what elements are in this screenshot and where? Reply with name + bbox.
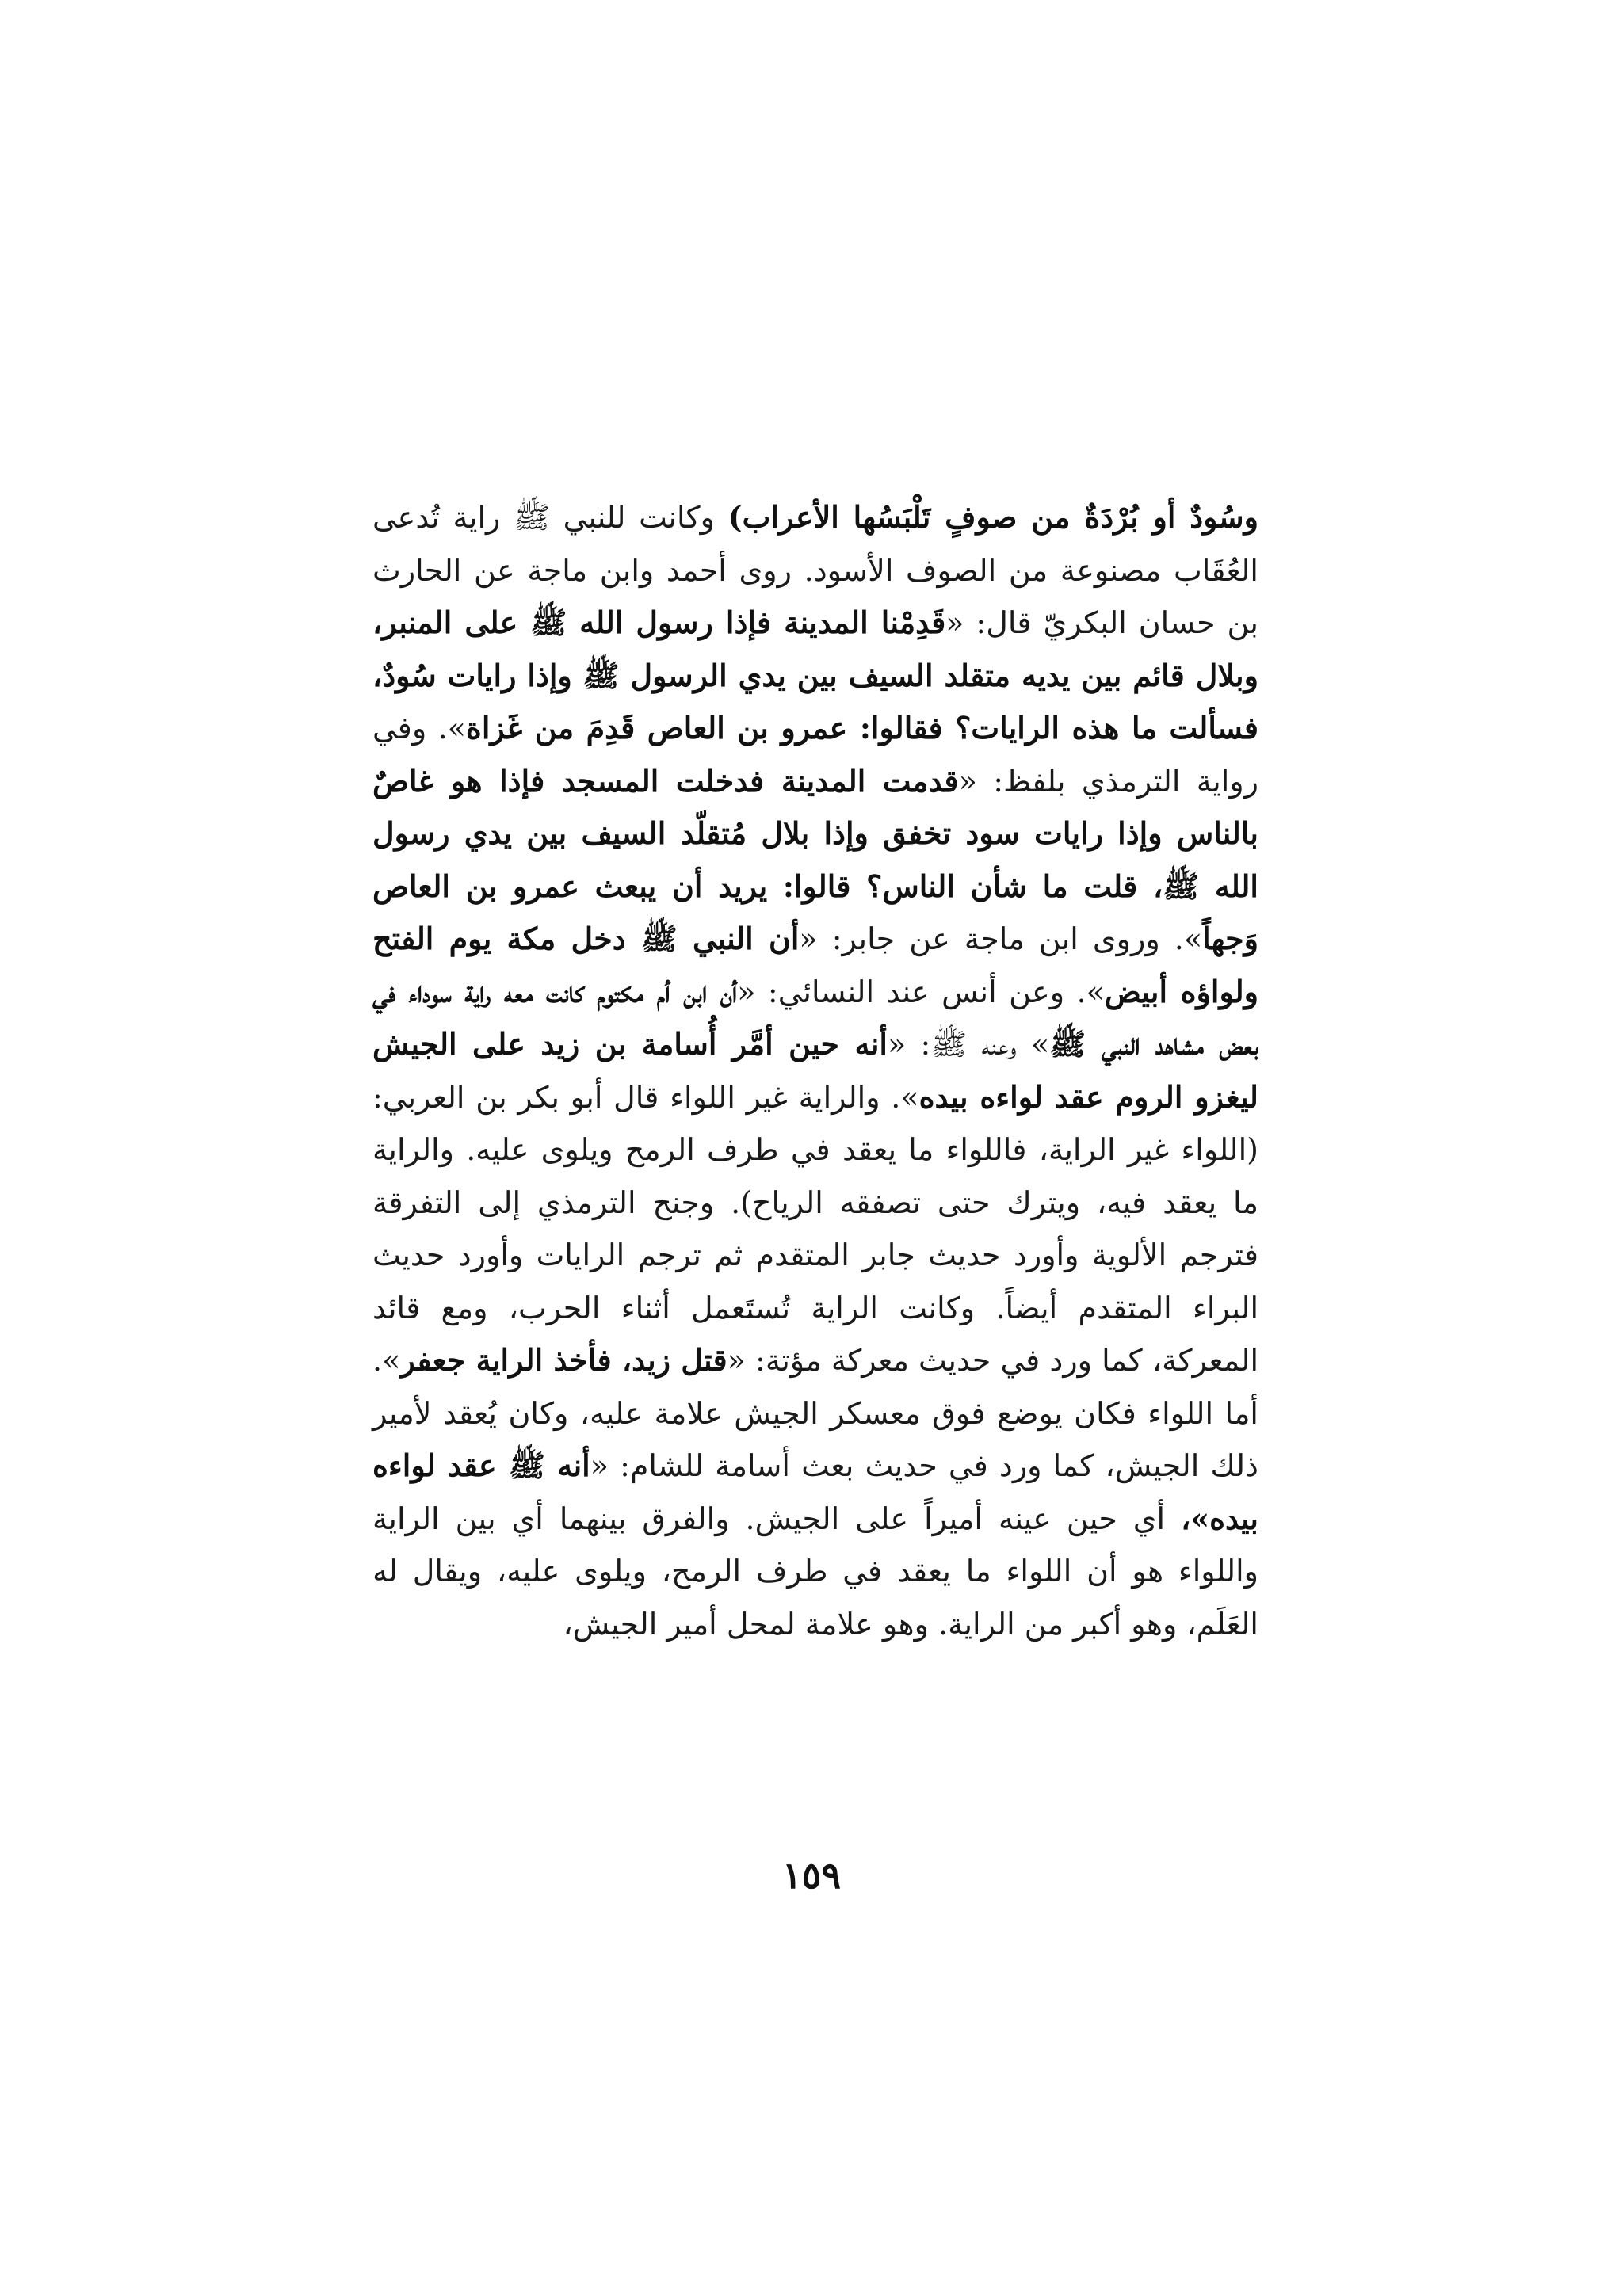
text-run: ». والراية غير اللواء قال أبو بكر بن العربي: (اللواء غير الراية، فاللواء ما يعقد في طرف الرمح ويلوى عليه. والراية ما يعقد فيه، ويترك حتى تصفقه الرياح). وجنح الترمذي إلى التفرقة فترجم الألوية وأورد حديث جابر المتقدم ثم ترجم الرايات وأورد حديث البراء المتقدم أيضاً. وكانت الراية تُستَعمل أثناء الحرب، ومع قائد المعركة، كما ورد في حديث معركة مؤتة: « <box>372 1079 1258 1378</box>
quoted-hadith: أنه ﷺ عقد لواءه بيده»، <box>372 1447 1258 1536</box>
text-run: ». وعن أنس عند النسائي: « <box>737 974 1105 1009</box>
bold-phrase: وسُودٌ أو بُرْدَةٌ من صوفٍ تَلْبَسُها الأعراب) <box>727 499 1258 535</box>
quoted-hadith: قدمت المدينة فدخلت المسجد فإذا هو غاصٌ بالناس وإذا رايات سود تخفق وإذا بلال مُتقلّد السيف بين يدي رسول الله ﷺ، قلت ما شأن الناس؟ قالوا: يريد أن يبعث عمرو بن العاص وَجهاً <box>372 762 1259 956</box>
body-text <box>372 491 1258 1650</box>
quoted-hadith: قتل زيد، فأخذ الراية جعفر <box>400 1342 727 1378</box>
text-run: » وعنه ﷺ: « <box>887 1027 1050 1062</box>
text-run: وكانت للنبي ﷺ راية تُدعى العُقَاب مصنوعة من الصوف الأسود. روى أحمد وابن ماجة عن الحارث بن حسان البكريّ قال: « <box>372 500 1258 640</box>
quoted-hadith: قَدِمْنا المدينة فإذا رسول الله ﷺ على المنبر، وبلال قائم بين يديه متقلد السيف بين يدي الرسول ﷺ وإذا رايات سُودٌ، فسألت ما هذه الرايات؟ فقالوا: عمرو بن العاص قَدِمَ من غَزاة <box>372 605 1258 746</box>
text-run: ». وفي رواية الترمذي بلفظ: « <box>372 711 1259 799</box>
quoted-hadith: أن ابن أم مكتوم كانت معه راية سوداء في بعض مشاهد النبي ﷺ <box>372 973 1258 1062</box>
text-run: ». أما اللواء فكان يوضع فوق معسكر الجيش علامة عليه، وكان يُعقد لأمير ذلك الجيش، كما ورد في حديث بعث أسامة للشام: « <box>372 1343 1258 1483</box>
quoted-hadith: أنه حين أمَّر أُسامة بن زيد على الجيش ليغزو الروم عقد لواءه بيده <box>372 1026 1258 1115</box>
text-run: أي حين عينه أميراً على الجيش. والفرق بينهما أي بين الراية واللواء هو أن اللواء ما يعقد في طرف الرمح، ويلوى عليه، ويقال له العَلَم، وهو أكبر من الراية. وهو علامة لمحل أمير الجيش، <box>372 1501 1258 1642</box>
quoted-hadith: أن النبي ﷺ دخل مكة يوم الفتح ولواؤه أبيض <box>372 921 1259 1009</box>
text-run: ». وروى ابن ماجة عن جابر: « <box>799 921 1203 956</box>
page-number: ١٥٩ <box>781 1854 842 1897</box>
